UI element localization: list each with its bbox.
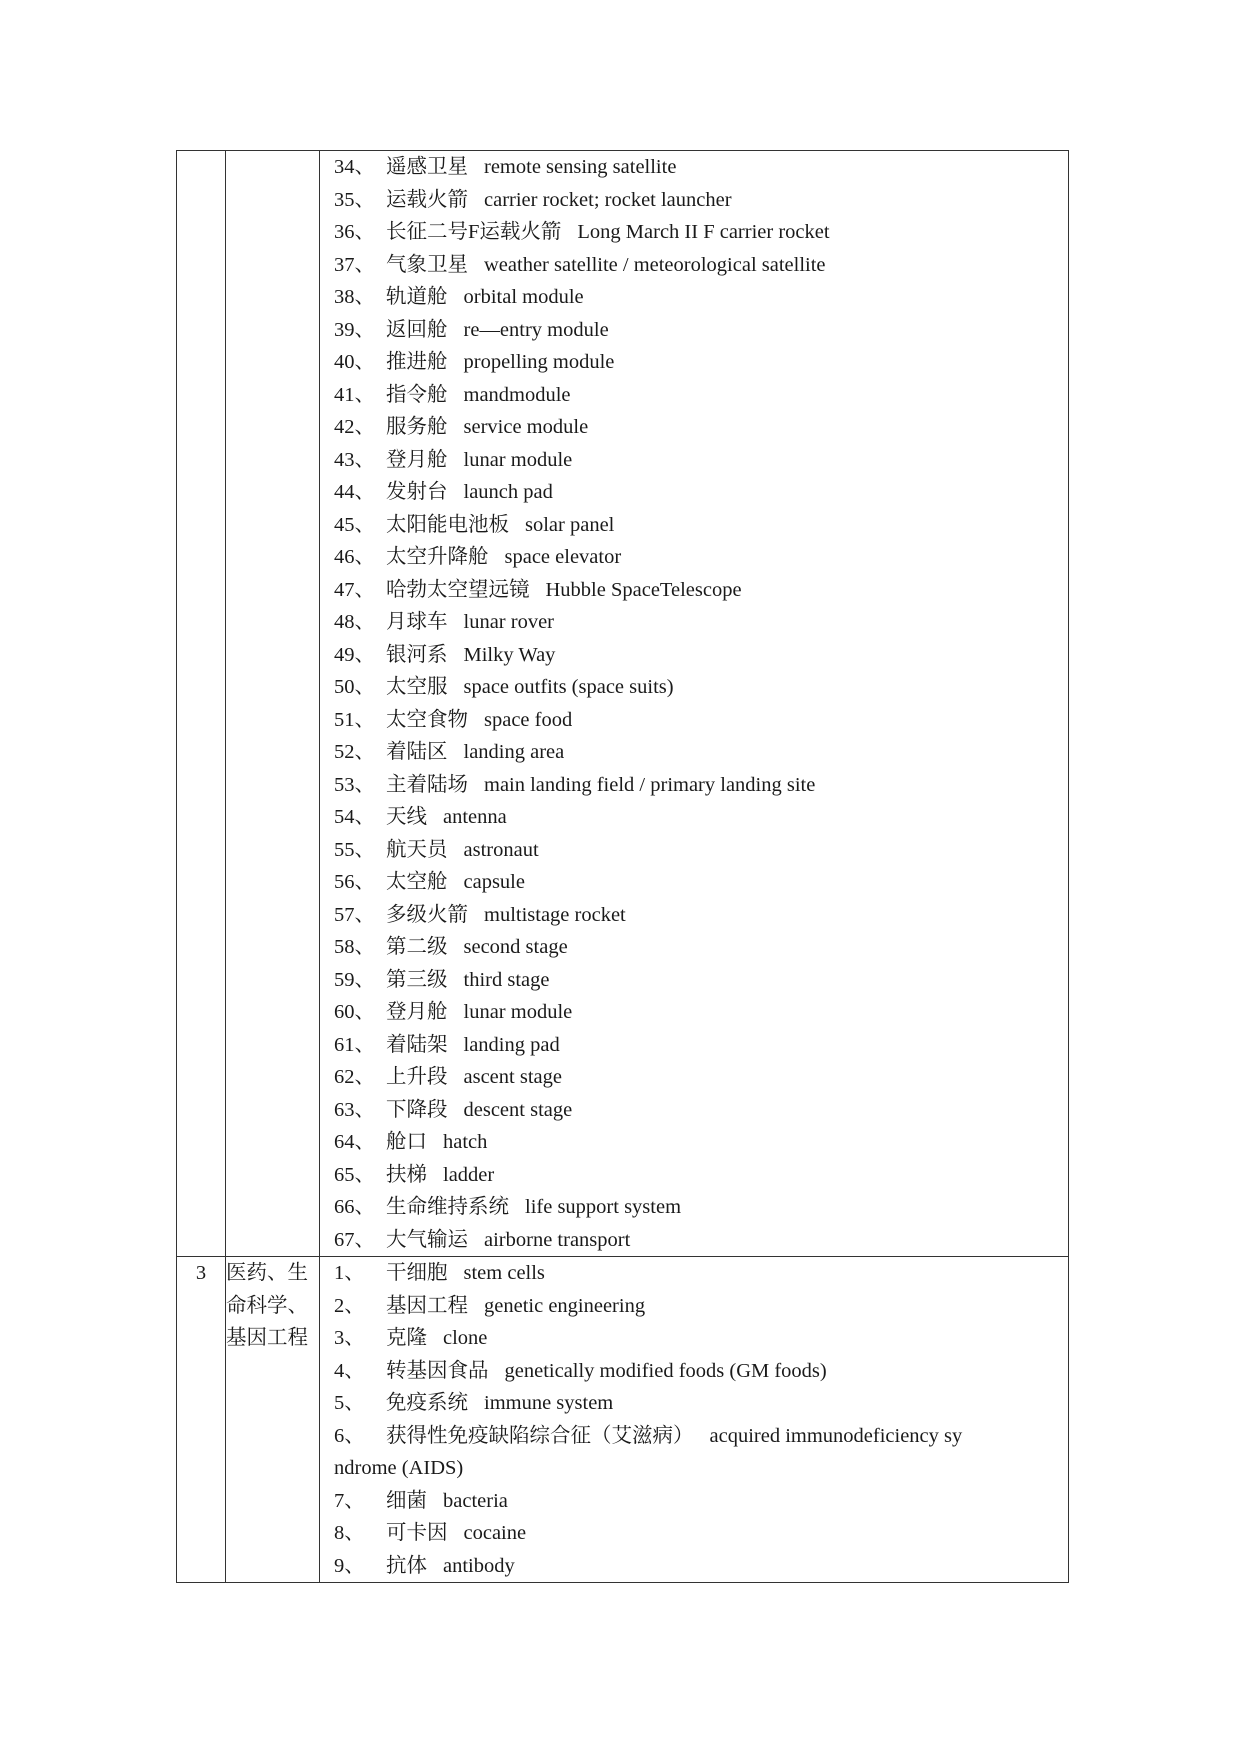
term-number: 37、 (334, 253, 375, 276)
term-english: Long March II F carrier rocket (577, 221, 830, 243)
term-english: weather satellite / meteorological satellite (484, 253, 826, 276)
term-line (320, 1485, 1068, 1518)
term-chinese: 指令舱 (386, 383, 448, 406)
term-chinese: 太阳能电池板 (386, 513, 509, 536)
term-line (320, 1191, 1068, 1224)
term-english: immune system (484, 1392, 614, 1414)
term-line (320, 574, 1068, 607)
term-chinese: 遥感卫星 (386, 156, 468, 178)
term-english: cocaine (463, 1522, 527, 1544)
term-chinese: 获得性免疫缺陷综合征（艾滋病） (386, 1424, 694, 1447)
term-number: 65、 (334, 1163, 375, 1186)
term-line (320, 1094, 1068, 1127)
term-english: mandmodule (463, 383, 571, 406)
term-english: orbital module (463, 286, 584, 308)
term-number: 41、 (334, 383, 375, 406)
term-chinese: 多级火箭 (386, 903, 468, 926)
term-english: astronaut (463, 838, 539, 861)
term-english: stem cells (463, 1262, 545, 1284)
term-english: life support system (525, 1196, 682, 1218)
term-number: 3、 (334, 1327, 365, 1349)
term-number: 60、 (334, 1001, 375, 1023)
term-line (320, 1355, 1068, 1388)
term-number: 47、 (334, 578, 375, 601)
term-line (320, 639, 1068, 672)
term-chinese: 下降段 (386, 1098, 448, 1121)
index-cell: 3 (177, 1257, 226, 1583)
term-chinese: 月球车 (386, 611, 448, 633)
term-line (320, 1224, 1068, 1257)
term-number: 56、 (334, 871, 375, 893)
category-cell: 医药、生命科学、基因工程 (226, 1257, 320, 1583)
term-line (320, 1517, 1068, 1550)
term-english: genetically modified foods (GM foods) (504, 1359, 827, 1382)
term-number: 59、 (334, 968, 375, 991)
term-chinese: 太空食物 (386, 708, 468, 731)
term-number: 9、 (334, 1554, 365, 1577)
term-english: descent stage (463, 1098, 573, 1121)
term-number: 63、 (334, 1098, 375, 1121)
term-line (320, 964, 1068, 997)
term-number: 43、 (334, 448, 375, 471)
term-number: 61、 (334, 1033, 375, 1056)
term-chinese: 登月舱 (386, 448, 448, 471)
term-chinese: 生命维持系统 (386, 1196, 509, 1218)
term-chinese: 主着陆场 (386, 773, 468, 796)
term-line (320, 1322, 1068, 1355)
term-number: 42、 (334, 416, 375, 438)
term-line (320, 1126, 1068, 1159)
term-chinese: 着陆架 (386, 1033, 448, 1056)
index-cell (177, 151, 226, 1257)
term-number: 53、 (334, 773, 375, 796)
term-line-continuation: ndrome (AIDS) (334, 1457, 464, 1479)
term-line (320, 834, 1068, 867)
term-line (320, 476, 1068, 509)
term-chinese: 上升段 (386, 1066, 448, 1088)
term-line (320, 704, 1068, 737)
term-english: second stage (463, 936, 568, 958)
term-chinese: 银河系 (386, 643, 448, 666)
term-line (320, 314, 1068, 347)
term-chinese: 轨道舱 (386, 286, 448, 308)
term-number: 34、 (334, 156, 375, 178)
term-line (320, 379, 1068, 412)
term-number: 2、 (334, 1294, 365, 1317)
term-line (320, 1061, 1068, 1094)
term-english: airborne transport (484, 1228, 631, 1251)
term-chinese: 免疫系统 (386, 1392, 468, 1414)
term-english: launch pad (463, 481, 553, 503)
term-line (320, 801, 1068, 834)
term-english: lunar rover (463, 611, 554, 633)
term-english: hatch (443, 1131, 488, 1153)
term-line (320, 184, 1068, 217)
term-english: clone (443, 1327, 488, 1349)
term-english: bacteria (443, 1489, 508, 1512)
term-number: 1、 (334, 1262, 365, 1284)
term-english: acquired immunodeficiency sy (709, 1424, 963, 1447)
table-row (177, 1257, 1069, 1583)
term-line (320, 1290, 1068, 1323)
term-english: multistage rocket (484, 903, 626, 926)
term-chinese: 着陆区 (386, 741, 448, 763)
term-line (320, 899, 1068, 932)
term-chinese: 基因工程 (386, 1294, 468, 1317)
term-number: 40、 (334, 351, 375, 373)
term-number: 46、 (334, 546, 375, 568)
term-number: 4、 (334, 1359, 365, 1382)
term-chinese: 第二级 (386, 936, 448, 958)
term-chinese: 返回舱 (386, 318, 448, 341)
term-number: 39、 (334, 318, 375, 341)
term-english: capsule (463, 871, 525, 893)
term-number: 58、 (334, 936, 375, 958)
term-chinese: 大气输运 (386, 1228, 468, 1251)
term-line (320, 1420, 1068, 1453)
term-english: Hubble SpaceTelescope (545, 578, 742, 601)
term-english: propelling module (463, 351, 615, 373)
term-number: 62、 (334, 1066, 375, 1088)
term-number: 49、 (334, 643, 375, 666)
table-row (177, 151, 1069, 1257)
term-english: re—entry module (463, 318, 609, 341)
term-english: space elevator (504, 546, 622, 568)
term-number: 5、 (334, 1392, 365, 1414)
term-english: lunar module (463, 448, 573, 471)
term-number: 52、 (334, 741, 375, 763)
term-line (320, 216, 1068, 249)
term-number: 8、 (334, 1522, 365, 1544)
term-number: 57、 (334, 903, 375, 926)
term-chinese: 抗体 (386, 1554, 427, 1577)
term-number: 48、 (334, 611, 375, 633)
term-number: 38、 (334, 286, 375, 308)
category-cell (226, 151, 320, 1257)
term-line (320, 769, 1068, 802)
term-line (320, 444, 1068, 477)
term-english: landing pad (463, 1033, 560, 1056)
term-chinese: 扶梯 (386, 1163, 427, 1186)
term-chinese: 转基因食品 (386, 1359, 489, 1382)
term-chinese: 航天员 (386, 838, 448, 861)
term-number: 35、 (334, 188, 375, 211)
term-english: remote sensing satellite (484, 156, 677, 178)
term-english: Milky Way (463, 643, 556, 666)
term-chinese: 太空舱 (386, 871, 448, 893)
term-line (320, 671, 1068, 704)
term-line (320, 1257, 1068, 1290)
terms-cell (320, 1257, 1069, 1583)
term-line (320, 931, 1068, 964)
term-english: main landing field / primary landing site (484, 773, 816, 796)
term-english: carrier rocket; rocket launcher (484, 188, 732, 211)
terms-cell (320, 151, 1069, 1257)
term-number: 44、 (334, 481, 375, 503)
term-line (320, 151, 1068, 184)
vocabulary-table (176, 150, 1069, 1583)
term-number: 51、 (334, 708, 375, 731)
term-english: solar panel (525, 513, 615, 536)
term-line (320, 541, 1068, 574)
term-english: ladder (443, 1163, 495, 1186)
term-english: antenna (443, 806, 507, 828)
term-line (320, 1550, 1068, 1583)
term-number: 6、 (334, 1424, 365, 1447)
term-number: 54、 (334, 806, 375, 828)
term-line (320, 249, 1068, 282)
term-line (320, 866, 1068, 899)
term-line (320, 509, 1068, 542)
term-chinese: 太空升降舱 (386, 546, 489, 568)
term-line (320, 411, 1068, 444)
term-line (320, 1159, 1068, 1192)
term-english: space outfits (space suits) (463, 676, 674, 698)
term-number: 36、 (334, 221, 375, 243)
term-english: landing area (463, 741, 565, 763)
term-english: genetic engineering (484, 1294, 646, 1317)
term-chinese: 登月舱 (386, 1001, 448, 1023)
term-number: 50、 (334, 676, 375, 698)
term-number: 45、 (334, 513, 375, 536)
term-english: ascent stage (463, 1066, 562, 1088)
term-number: 66、 (334, 1196, 375, 1218)
term-chinese: 天线 (386, 806, 427, 828)
term-line (320, 606, 1068, 639)
term-line (320, 1387, 1068, 1420)
term-chinese: 哈勃太空望远镜 (386, 578, 530, 601)
term-number: 7、 (334, 1489, 365, 1512)
term-chinese: 可卡因 (386, 1522, 448, 1544)
term-chinese: 细菌 (386, 1489, 427, 1512)
term-line (320, 996, 1068, 1029)
term-number: 67、 (334, 1228, 375, 1251)
term-chinese: 运载火箭 (386, 188, 468, 211)
term-number: 55、 (334, 838, 375, 861)
term-line (320, 736, 1068, 769)
term-chinese: 推进舱 (386, 351, 448, 373)
term-chinese: 长征二号F运载火箭 (386, 221, 562, 243)
term-chinese: 克隆 (386, 1327, 427, 1349)
term-chinese: 服务舱 (386, 416, 448, 438)
term-chinese: 舱口 (386, 1131, 427, 1153)
term-english: third stage (463, 968, 550, 991)
term-english: service module (463, 416, 589, 438)
term-number: 64、 (334, 1131, 375, 1153)
term-chinese: 发射台 (386, 481, 448, 503)
term-line (320, 1029, 1068, 1062)
term-english: lunar module (463, 1001, 573, 1023)
term-line (320, 346, 1068, 379)
term-chinese: 第三级 (386, 968, 448, 991)
term-chinese: 太空服 (386, 676, 448, 698)
term-english: space food (484, 708, 573, 731)
term-chinese: 干细胞 (386, 1262, 448, 1284)
term-chinese: 气象卫星 (386, 253, 468, 276)
term-line (320, 281, 1068, 314)
term-english: antibody (443, 1554, 515, 1577)
